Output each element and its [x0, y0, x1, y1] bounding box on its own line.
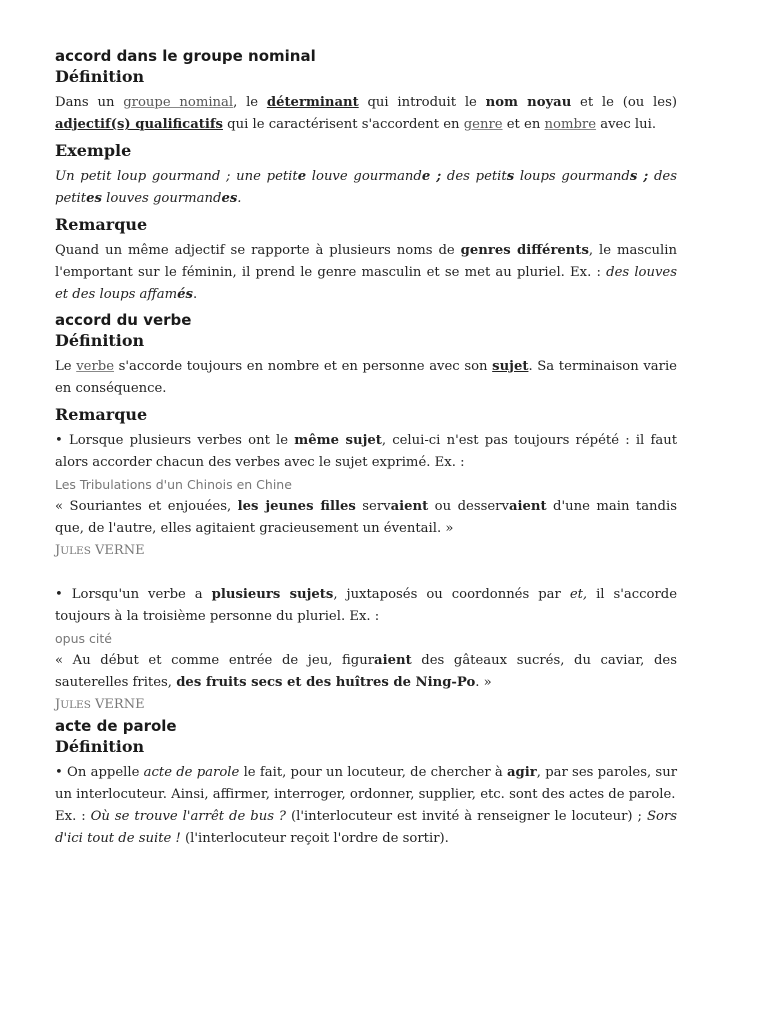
- remark-paragraph: • Lorsqu'un verbe a plusieurs sujets, juxtaposés ou coordonnés par et, il s'accorde toujours à la troisième personne du pluriel. Ex. :: [55, 587, 677, 624]
- link-adjectifs-qualificatifs[interactable]: adjectif(s) qualificatifs: [55, 117, 223, 132]
- link-nombre[interactable]: nombre: [544, 117, 597, 132]
- definition-paragraph: • On appelle acte de parole le fait, pour un locuteur, de chercher à agir, par ses paroles, sur un interlocuteur. Ainsi, affirmer, interroger, ordonner, supplier, etc. sont des actes de parole.: [55, 765, 677, 802]
- definition-paragraph: Dans un groupe nominal, le déterminant qui introduit le nom noyau et le (ou les) adjectif(s) qualificatifs qui le caractérisent s'accordent en genre et en nombre avec lui.: [55, 95, 677, 132]
- definition-heading: Définition: [55, 67, 145, 86]
- entry-title: accord du verbe: [55, 311, 192, 329]
- remark-paragraph: Quand un même adjectif se rapporte à plusieurs noms de genres différents, le masculin l'emportant sur le féminin, il prend le genre masculin et se met au pluriel. Ex. : des louves et des loups affamés.: [55, 243, 677, 302]
- quote-author: JULES VERNE: [55, 543, 145, 558]
- entry-title: acte de parole: [55, 717, 177, 735]
- entry-title: accord dans le groupe nominal: [55, 47, 316, 65]
- link-determinant[interactable]: déterminant: [266, 95, 359, 110]
- link-sujet[interactable]: sujet: [492, 359, 529, 374]
- example-paragraph: Ex. : Où se trouve l'arrêt de bus ? (l'interlocuteur est invité à renseigner le locuteur) ; Sors d'ici tout de suite ! (l'interlocuteur reçoit l'ordre de sortir).: [55, 809, 677, 846]
- document-page: [55, 46, 677, 854]
- quote-paragraph: « Souriantes et enjouées, les jeunes filles servaient ou desservaient d'une main tandis que, de l'autre, elles agitaient gracieusement un éventail. »: [55, 499, 677, 536]
- definition-heading: Définition: [55, 737, 145, 756]
- definition-heading: Définition: [55, 331, 145, 350]
- link-verbe[interactable]: verbe: [76, 359, 115, 374]
- definition-paragraph: Le verbe s'accorde toujours en nombre et en personne avec son sujet. Sa terminaison varie en conséquence.: [55, 359, 677, 396]
- link-genre[interactable]: genre: [463, 117, 503, 132]
- quote-source: opus cité: [55, 631, 112, 646]
- quote-paragraph: « Au début et comme entrée de jeu, figuraient des gâteaux sucrés, du caviar, des sauterelles frites, des fruits secs et des huîtres de Ning-Po. »: [55, 653, 677, 690]
- remark-heading: Remarque: [55, 405, 148, 424]
- remark-paragraph: • Lorsque plusieurs verbes ont le même sujet, celui-ci n'est pas toujours répété : il faut alors accorder chacun des verbes avec le sujet exprimé. Ex. :: [55, 433, 677, 470]
- example-heading: Exemple: [55, 141, 132, 160]
- quote-source: Les Tribulations d'un Chinois en Chine: [55, 477, 292, 492]
- link-groupe-nominal[interactable]: groupe nominal: [123, 95, 234, 110]
- quote-author: JULES VERNE: [55, 697, 145, 712]
- remark-heading: Remarque: [55, 215, 148, 234]
- example-paragraph: Un petit loup gourmand ; une petite louve gourmande ; des petits loups gourmands ; des petites louves gourmandes.: [55, 169, 677, 206]
